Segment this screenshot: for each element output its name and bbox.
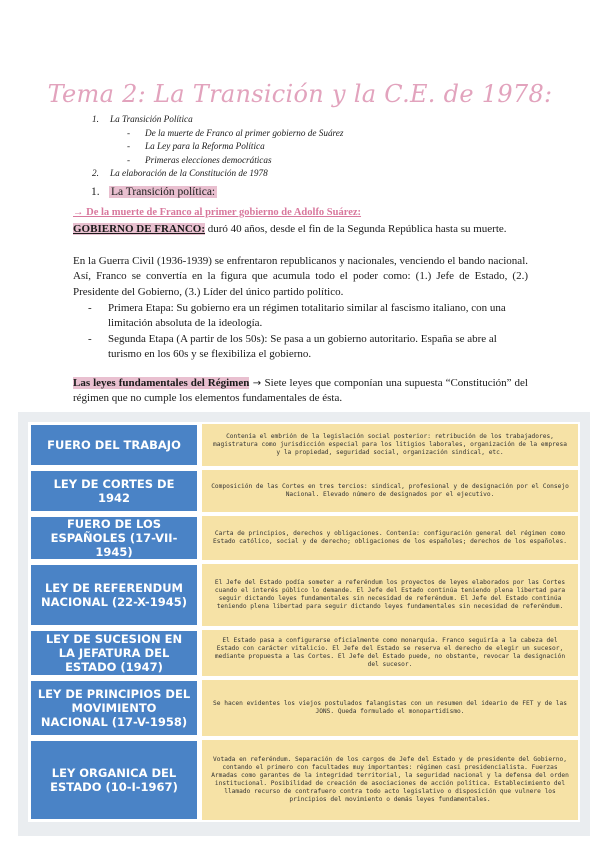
page-title: Tema 2: La Transición y la C.E. de 1978:	[47, 80, 553, 108]
toc-number: 1.	[92, 114, 99, 124]
table-row	[28, 678, 580, 738]
stage-list	[88, 301, 528, 362]
section-heading	[91, 186, 217, 198]
toc-subitem: La Ley para la Reforma Política	[145, 141, 265, 151]
law-description: El Jefe del Estado podía someter a referéndum los proyectos de leyes elaborados por las Cortes cuando el interés público lo demande. El Jefe del Estado continúa teniendo plena libertad para seguir dictando leyes fundamentales sin necesidad de referéndum. El Jefe del Estado continúa teniendo plena libertad para seguir dictando leyes fundamentales sin necesidad de referéndum.	[200, 562, 580, 628]
law-name: LEY DE REFERENDUM NACIONAL (22-X-1945)	[28, 562, 200, 628]
dash: -	[88, 302, 92, 314]
list-item-text: Primera Etapa: Su gobierno era un régimen totalitario similar al fascismo italiano, con una limitación absoluta de la ideología.	[108, 302, 506, 330]
law-name: LEY DE CORTES DE 1942	[28, 468, 200, 514]
toc-subitem: Primeras elecciones democráticas	[145, 154, 272, 165]
law-name: LEY DE PRINCIPIOS DEL MOVIMIENTO NACIONAL (17-V-1958)	[28, 678, 200, 738]
law-name: LEY ORGANICA DEL ESTADO (10-I-1967)	[28, 738, 200, 822]
subsection-heading: → De la muerte de Franco al primer gobierno de Adolfo Suárez:	[73, 207, 362, 218]
section-number: 1.	[91, 186, 100, 198]
gobierno-text: duró 40 años, desde el fin de la Segunda República hasta su muerte.	[205, 223, 507, 235]
law-description: Carta de principios, derechos y obligaciones. Contenía: configuración general del régimen como Estado católico, social y de derecho; obligaciones de los españoles; derechos de los españoles.	[200, 514, 580, 562]
leyes-text: Siete leyes que componían una supuesta “Constitución” del régimen que no cumple los elementos fundamentales de ésta.	[73, 377, 528, 405]
table-row	[28, 562, 580, 628]
table-row	[28, 628, 580, 678]
leyes-table-image	[18, 412, 590, 836]
gobierno-label: GOBIERNO DE FRANCO:	[73, 223, 206, 235]
law-description: Contenía el embrión de la legislación social posterior: retribución de los trabajadores, magistratura como jurisdicción especial para los litigios laborales, organización de la empresa y la propiedad, seguridad social, organización sindical, etc.	[200, 422, 580, 468]
toc-item: La Transición Política	[110, 114, 193, 124]
leyes-paragraph	[73, 376, 528, 407]
toc-number: 2.	[92, 168, 99, 178]
civil-war-paragraph: En la Guerra Civil (1936-1939) se enfrentaron republicanos y nacionales, venciendo el bando nacional. Así, Franco se convertía en la figura que acumula todo el poder como: (1.) Jefe de Estado, (2.) Presidente del Gobierno, (3.) Líder del único partido político.	[73, 255, 528, 298]
list-item-text: Segunda Etapa (A partir de los 50s): Se pasa a un gobierno autoritario. España se abre al turismo en los 60s y se flexibiliza el gobierno.	[108, 332, 497, 360]
table-of-contents	[92, 113, 343, 181]
leyes-label: Las leyes fundamentales del Régimen	[73, 377, 250, 389]
gobierno-paragraph	[73, 222, 528, 237]
law-description: Se hacen evidentes los viejos postulados falangistas con un resumen del ideario de FET y de las JONS. Queda formulado el monopartidismo.	[200, 678, 580, 738]
law-description: El Estado pasa a configurarse oficialmente como monarquía. Franco seguiría a la cabeza del Estado con carácter vitalicio. El Jefe del Estado se reserva el derecho de elegir un sucesor, mediante propuesta a las Cortes. El Jefe del Estado puede, no obstante, revocar la designación del sucesor.	[200, 628, 580, 678]
toc-item: La elaboración de la Constitución de 1978	[110, 168, 268, 178]
dash: -	[127, 127, 131, 138]
law-name: LEY DE SUCESION EN LA JEFATURA DEL ESTADO (1947)	[28, 628, 200, 678]
dash: -	[127, 154, 131, 165]
law-description: Composición de las Cortes en tres tercios: sindical, profesional y de designación por el Consejo Nacional. Elevado número de designados por el ejecutivo.	[200, 468, 580, 514]
table-row	[28, 514, 580, 562]
law-name: FUERO DE LOS ESPAÑOLES (17-VII-1945)	[28, 514, 200, 562]
table-row	[28, 738, 580, 822]
dash: -	[127, 141, 131, 151]
table-row	[28, 422, 580, 468]
table-row	[28, 468, 580, 514]
list-item	[88, 332, 528, 363]
list-item	[88, 301, 528, 332]
law-description: Votada en referéndum. Separación de los cargos de Jefe del Estado y de presidente del Gobierno, contando el primero con facultades muy importantes: régimen casi presidencialista. Fuerzas Armadas como garantes de la integridad territorial, la seguridad nacional y la defensa del orden institucional. Posibilidad de creación de asociaciones de acción política. Establecimiento del llamado recurso de contrafuero contra todo acto legislativo o disposición que vulnere los principios del movimiento o demás leyes fundamentales.	[200, 738, 580, 822]
law-name: FUERO DEL TRABAJO	[28, 422, 200, 468]
toc-subitem: De la muerte de Franco al primer gobierno de Suárez	[145, 127, 344, 138]
dash: -	[88, 332, 92, 345]
arrow-icon: →	[249, 378, 265, 389]
section-title: La Transición política:	[111, 186, 216, 198]
